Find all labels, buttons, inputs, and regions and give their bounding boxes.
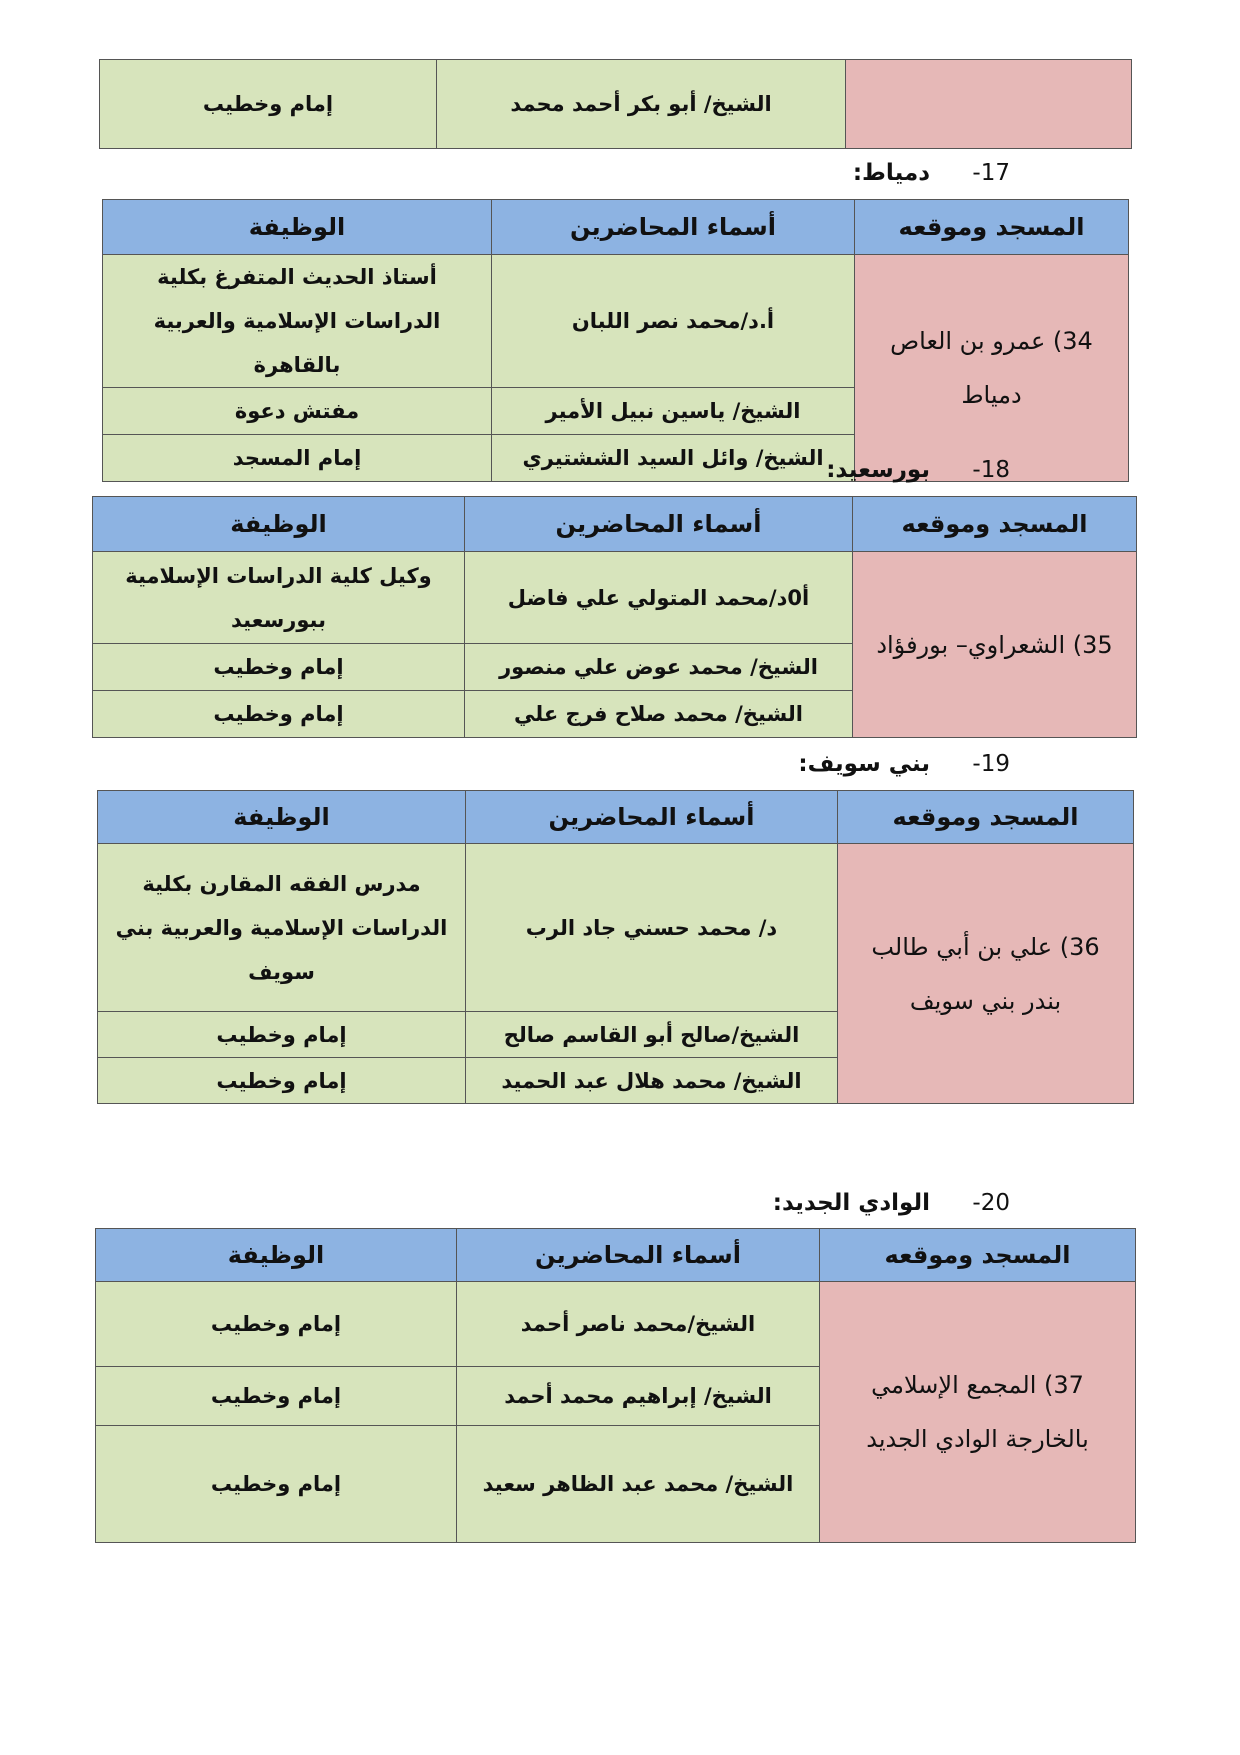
section-table-portsaid [92, 496, 1137, 738]
lecturer-name: الشيخ/ محمد عبد الظاهر سعيد [457, 1426, 820, 1543]
header-job: الوظيفة [98, 791, 466, 844]
lecturer-job: إمام وخطيب [100, 60, 437, 149]
section-number: 19- [972, 751, 1010, 777]
mosque-name: 36) علي بن أبي طالب [871, 932, 1100, 961]
section-title: بورسعيد: [826, 457, 930, 483]
lecturer-job: إمام وخطيب [96, 1367, 457, 1426]
lecturer-name: الشيخ/ محمد صلاح فرج علي [465, 691, 853, 738]
lecturer-job: إمام وخطيب [96, 1426, 457, 1543]
lecturer-name: الشيخ/ إبراهيم محمد أحمد [457, 1367, 820, 1426]
lecturer-name: أ0د/محمد المتولي علي فاضل [465, 552, 853, 644]
header-lecturers: أسماء المحاضرين [492, 200, 855, 255]
mosque-location: بندر بني سويف [909, 986, 1062, 1015]
lecturer-job: إمام وخطيب [98, 1058, 466, 1104]
top-continuation-table [99, 59, 1132, 149]
section-heading [773, 1190, 1010, 1216]
lecturer-job: إمام وخطيب [98, 1012, 466, 1058]
mosque-cell [820, 1282, 1136, 1543]
lecturer-name: أ.د/محمد نصر اللبان [492, 255, 855, 388]
section-title: دمياط: [852, 160, 930, 186]
lecturer-name: الشيخ/صالح أبو القاسم صالح [466, 1012, 838, 1058]
lecturer-job: إمام وخطيب [93, 691, 465, 738]
lecturer-name: الشيخ/ محمد عوض علي منصور [465, 644, 853, 691]
header-mosque: المسجد وموقعه [853, 497, 1137, 552]
mosque-cell [855, 255, 1129, 482]
section-number: 20- [972, 1190, 1010, 1216]
section-title: الوادي الجديد: [772, 1190, 930, 1216]
mosque-location: دمياط [961, 381, 1022, 409]
section-number: 17- [972, 160, 1010, 186]
section-table-damietta [102, 199, 1129, 482]
lecturer-name: الشيخ/ محمد هلال عبد الحميد [466, 1058, 838, 1104]
lecturer-job: أستاذ الحديث المتفرغ بكلية الدراسات الإسلامية والعربية بالقاهرة [103, 255, 492, 388]
header-job: الوظيفة [103, 200, 492, 255]
lecturer-name: الشيخ/ أبو بكر أحمد محمد [437, 60, 846, 149]
section-heading [853, 160, 1010, 186]
section-title: بني سويف: [798, 751, 930, 777]
header-job: الوظيفة [93, 497, 465, 552]
header-lecturers: أسماء المحاضرين [457, 1229, 820, 1282]
mosque-cell [846, 60, 1132, 149]
header-mosque: المسجد وموقعه [855, 200, 1129, 255]
lecturer-name: د/ محمد حسني جاد الرب [466, 844, 838, 1012]
mosque-name: 34) عمرو بن العاص [890, 327, 1093, 355]
mosque-cell [853, 552, 1137, 738]
lecturer-name: الشيخ/محمد ناصر أحمد [457, 1282, 820, 1367]
mosque-cell [838, 844, 1134, 1104]
lecturer-job: إمام المسجد [103, 435, 492, 482]
lecturer-name: الشيخ/ ياسين نبيل الأمير [492, 388, 855, 435]
header-lecturers: أسماء المحاضرين [465, 497, 853, 552]
header-mosque: المسجد وموقعه [838, 791, 1134, 844]
section-table-newvalley [95, 1228, 1136, 1543]
lecturer-job: مدرس الفقه المقارن بكلية الدراسات الإسلامية والعربية بني سويف [98, 844, 466, 1012]
lecturer-name: الشيخ/ وائل السيد الششتيري [492, 435, 855, 482]
mosque-location: بالخارجة الوادي الجديد [866, 1425, 1089, 1453]
section-heading [798, 751, 1010, 777]
section-table-benisuef [97, 790, 1134, 1104]
lecturer-job: إمام وخطيب [96, 1282, 457, 1367]
mosque-name: 37) المجمع الإسلامي [871, 1371, 1084, 1399]
lecturer-job: مفتش دعوة [103, 388, 492, 435]
section-number: 18- [972, 457, 1010, 483]
header-lecturers: أسماء المحاضرين [466, 791, 838, 844]
mosque-name: 35) الشعراوي– بورفؤاد [876, 630, 1113, 659]
lecturer-job: وكيل كلية الدراسات الإسلامية ببورسعيد [93, 552, 465, 644]
section-heading [826, 457, 1010, 483]
header-mosque: المسجد وموقعه [820, 1229, 1136, 1282]
header-job: الوظيفة [96, 1229, 457, 1282]
lecturer-job: إمام وخطيب [93, 644, 465, 691]
